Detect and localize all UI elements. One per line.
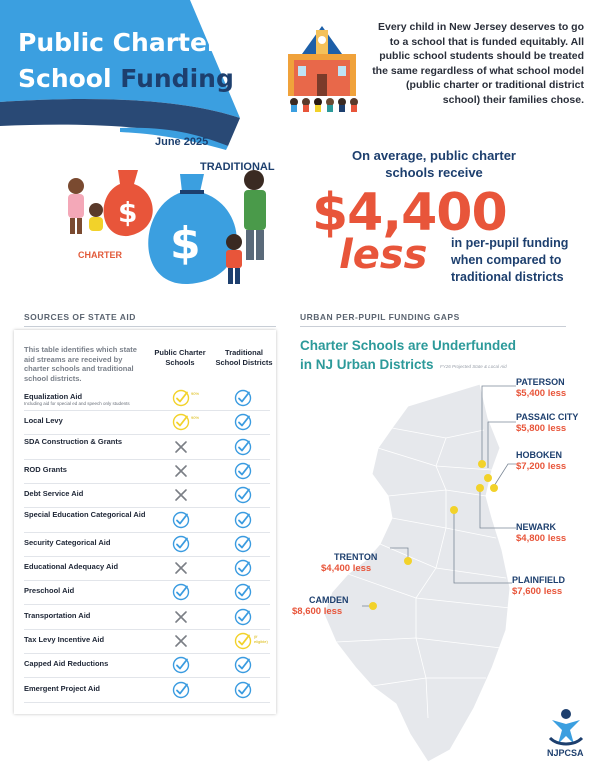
map-source-note: FY26 Projected State & Local Aid	[440, 364, 507, 369]
table-row	[24, 532, 270, 557]
city-label-hoboken: HOBOKEN	[516, 450, 563, 460]
aid-name: Equalization Aid	[24, 392, 83, 401]
traditional-check-icon	[234, 681, 252, 699]
city-amount-paterson: $5,400 less	[516, 388, 567, 399]
school-building-icon	[282, 14, 362, 114]
aid-name: Security Categorical Aid	[24, 537, 111, 547]
stat-intro: On average, public charter schools receive	[351, 148, 516, 180]
aid-name: Preschool Aid	[24, 586, 75, 596]
money-bag-illustration	[58, 160, 280, 300]
charter-check-icon	[172, 511, 190, 529]
traditional-check-icon	[234, 462, 252, 480]
map-title-line2: in NJ Urban Districts	[300, 357, 434, 372]
traditional-check-icon	[234, 608, 252, 626]
charter-check-icon	[172, 656, 190, 674]
city-label-passaic: PASSAIC CITY	[516, 412, 579, 422]
aid-name: SDA Construction & Grants	[24, 436, 123, 446]
aid-name: ROD Grants	[24, 464, 67, 474]
map-title-line1: Charter Schools are Underfunded	[300, 338, 517, 353]
charter-cross-icon	[172, 559, 190, 577]
charter-check-icon	[172, 583, 190, 601]
aid-name: Debt Service Aid	[24, 489, 84, 499]
traditional-check-icon	[234, 486, 252, 504]
map-divider	[300, 326, 566, 327]
charter-partial-check-icon	[172, 389, 190, 407]
table-row	[24, 459, 270, 484]
stat-less: less	[339, 232, 428, 278]
charter-check-icon	[172, 535, 190, 553]
city-label-paterson: PATERSON	[516, 377, 565, 387]
charter-cross-icon	[172, 486, 190, 504]
table-row	[24, 386, 270, 411]
table-row	[24, 653, 270, 678]
page-title-line1: Public Charter	[18, 28, 220, 57]
traditional-check-icon	[234, 535, 252, 553]
traditional-partial-note: (if eligible)	[254, 634, 268, 644]
page-title-line2: School Funding	[18, 64, 234, 93]
charter-check-icon	[172, 681, 190, 699]
aid-name: Local Levy	[24, 416, 63, 426]
aid-name: Capped Aid Reductions	[24, 659, 109, 669]
col-header-traditional: Traditional School Districts	[215, 348, 273, 367]
charter-cross-icon	[172, 462, 190, 480]
traditional-check-icon	[234, 413, 252, 431]
label-charter: CHARTER	[78, 250, 122, 260]
city-label-camden: CAMDEN	[309, 595, 349, 605]
njpcsa-logo-icon	[548, 708, 584, 748]
charter-partial-note: 90%	[191, 415, 200, 421]
table-row	[24, 556, 270, 581]
table-row	[24, 678, 270, 703]
intro-paragraph: Every child in New Jersey deserves to go to a school that is funded equitably. All public school students should be treated the same regardless of what school model (public charter or traditional district school) their families chose.	[372, 21, 584, 106]
table-row	[24, 605, 270, 630]
table-intro: This table identifies which state aid streams are received by charter schools and traditional school districts.	[24, 345, 137, 383]
sources-divider	[24, 326, 276, 327]
traditional-check-icon	[234, 438, 252, 456]
city-amount-newark: $4,800 less	[516, 533, 567, 544]
map-heading: URBAN PER-PUPIL FUNDING GAPS	[300, 312, 460, 322]
charter-cross-icon	[172, 632, 190, 650]
table-row	[24, 483, 270, 508]
aid-name: Emergent Project Aid	[24, 683, 100, 693]
traditional-check-icon	[234, 583, 252, 601]
city-label-plainfield: PLAINFIELD	[512, 575, 565, 585]
table-row	[24, 410, 270, 435]
table-row	[24, 435, 270, 460]
table-row	[24, 580, 270, 605]
svg-text:$: $	[170, 218, 201, 269]
charter-cross-icon	[172, 608, 190, 626]
traditional-check-icon	[234, 389, 252, 407]
table-row	[24, 629, 270, 654]
money-bag-icon	[104, 170, 153, 236]
table-row	[24, 508, 270, 533]
aid-name: Transportation Aid	[24, 610, 91, 620]
city-amount-camden: $8,600 less	[292, 606, 343, 617]
city-label-trenton: TRENTON	[334, 552, 378, 562]
city-amount-trenton: $4,400 less	[321, 563, 372, 574]
aid-note: Including aid for special ed and speech only students	[24, 401, 130, 406]
stat-description: in per-pupil funding when compared to traditional districts	[451, 236, 569, 284]
sources-heading: SOURCES OF STATE AID	[24, 312, 136, 322]
stat-amount: $4,400	[312, 183, 507, 243]
city-label-newark: NEWARK	[516, 522, 556, 532]
publication-date: June 2025	[155, 136, 209, 148]
aid-name: Educational Adequacy Aid	[24, 562, 119, 572]
col-header-charter: Public Charter Schools	[154, 348, 206, 367]
aid-name: Tax Levy Incentive Aid	[24, 635, 105, 644]
aid-name: Special Education Categorical Aid	[24, 509, 146, 519]
traditional-check-icon	[234, 559, 252, 577]
traditional-check-icon	[234, 656, 252, 674]
money-bag-icon	[148, 174, 237, 284]
traditional-check-icon	[234, 511, 252, 529]
label-traditional: TRADITIONAL	[200, 161, 275, 173]
svg-text:$: $	[118, 196, 138, 229]
traditional-partial-check-icon	[234, 632, 252, 650]
charter-partial-check-icon	[172, 413, 190, 431]
charter-partial-note: 90%	[191, 391, 200, 396]
city-amount-plainfield: $7,600 less	[512, 586, 563, 597]
charter-cross-icon	[172, 438, 190, 456]
city-amount-passaic: $5,800 less	[516, 423, 567, 434]
page-title-accent: Funding	[120, 64, 234, 93]
city-amount-hoboken: $7,200 less	[516, 461, 567, 472]
njpcsa-logo-text: NJPCSA	[547, 748, 584, 758]
